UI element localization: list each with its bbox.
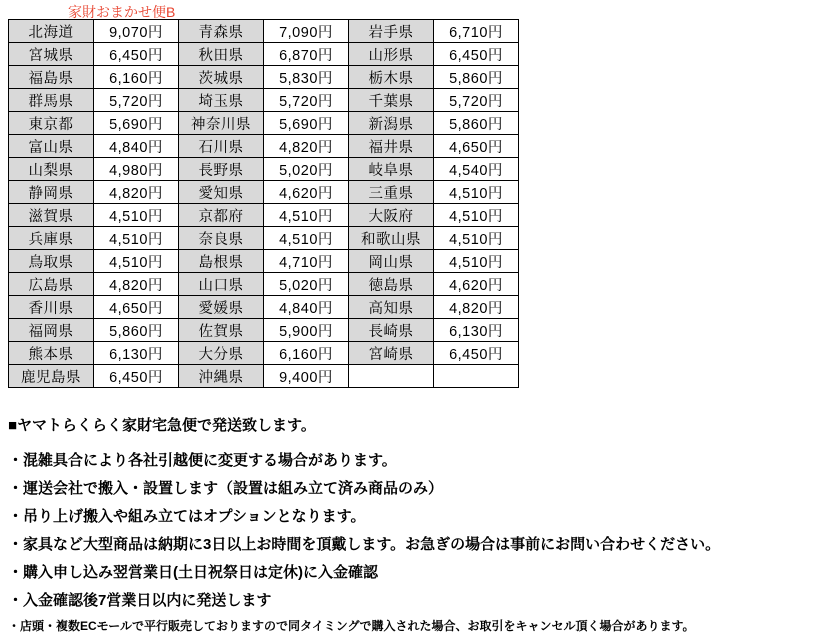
prefecture-cell: 大阪府 — [349, 204, 434, 227]
prefecture-cell: 青森県 — [179, 20, 264, 43]
table-row — [9, 158, 519, 181]
price-cell: 4,820円 — [434, 296, 519, 319]
notes-section — [8, 414, 808, 634]
price-cell: 4,820円 — [94, 273, 179, 296]
price-cell: 4,510円 — [434, 250, 519, 273]
table-row — [9, 135, 519, 158]
prefecture-cell: 兵庫県 — [9, 227, 94, 250]
price-cell: 5,900円 — [264, 319, 349, 342]
price-cell: 6,450円 — [434, 43, 519, 66]
prefecture-cell: 山口県 — [179, 273, 264, 296]
price-cell: 9,400円 — [264, 365, 349, 388]
page-title: 家財おまかせ便B — [68, 4, 176, 20]
price-cell: 4,510円 — [94, 250, 179, 273]
prefecture-cell: 宮城県 — [9, 43, 94, 66]
empty-cell — [434, 365, 519, 388]
table-row — [9, 365, 519, 388]
prefecture-cell: 広島県 — [9, 273, 94, 296]
prefecture-cell: 香川県 — [9, 296, 94, 319]
prefecture-cell: 福島県 — [9, 66, 94, 89]
price-cell: 6,870円 — [264, 43, 349, 66]
price-cell: 4,840円 — [94, 135, 179, 158]
prefecture-cell: 山梨県 — [9, 158, 94, 181]
prefecture-cell: 熊本県 — [9, 342, 94, 365]
price-cell: 6,450円 — [94, 365, 179, 388]
table-row — [9, 227, 519, 250]
prefecture-cell: 岩手県 — [349, 20, 434, 43]
table-row — [9, 66, 519, 89]
prefecture-cell: 静岡県 — [9, 181, 94, 204]
price-cell: 5,860円 — [94, 319, 179, 342]
prefecture-cell: 茨城県 — [179, 66, 264, 89]
prefecture-cell: 石川県 — [179, 135, 264, 158]
prefecture-cell: 島根県 — [179, 250, 264, 273]
prefecture-cell: 岐阜県 — [349, 158, 434, 181]
price-cell: 5,690円 — [94, 112, 179, 135]
empty-cell — [349, 365, 434, 388]
prefecture-cell: 徳島県 — [349, 273, 434, 296]
price-cell: 4,510円 — [94, 227, 179, 250]
price-cell: 6,710円 — [434, 20, 519, 43]
price-cell: 4,710円 — [264, 250, 349, 273]
prefecture-cell: 鹿児島県 — [9, 365, 94, 388]
price-cell: 4,510円 — [264, 204, 349, 227]
prefecture-cell: 埼玉県 — [179, 89, 264, 112]
table-row — [9, 342, 519, 365]
table-row — [9, 112, 519, 135]
notes-heading: ■ヤマトらくらく家財宅急便で発送致します。 — [8, 417, 316, 434]
note-item: ・混雑具合により各社引越便に変更する場合があります。 — [8, 452, 397, 469]
price-cell: 6,160円 — [94, 66, 179, 89]
prefecture-cell: 滋賀県 — [9, 204, 94, 227]
table-row — [9, 273, 519, 296]
price-cell: 5,860円 — [434, 66, 519, 89]
price-cell: 4,840円 — [264, 296, 349, 319]
price-cell: 4,820円 — [94, 181, 179, 204]
price-cell: 5,720円 — [264, 89, 349, 112]
note-item: ・運送会社で搬入・設置します（設置は組み立て済み商品のみ） — [8, 480, 444, 497]
prefecture-cell: 佐賀県 — [179, 319, 264, 342]
price-cell: 6,160円 — [264, 342, 349, 365]
price-cell: 4,620円 — [434, 273, 519, 296]
prefecture-cell: 沖縄県 — [179, 365, 264, 388]
prefecture-cell: 神奈川県 — [179, 112, 264, 135]
prefecture-cell: 岡山県 — [349, 250, 434, 273]
price-cell: 4,820円 — [264, 135, 349, 158]
prefecture-cell: 山形県 — [349, 43, 434, 66]
price-cell: 5,720円 — [434, 89, 519, 112]
prefecture-cell: 福井県 — [349, 135, 434, 158]
price-cell: 4,510円 — [434, 181, 519, 204]
prefecture-cell: 愛媛県 — [179, 296, 264, 319]
price-cell: 4,540円 — [434, 158, 519, 181]
price-cell: 5,690円 — [264, 112, 349, 135]
prefecture-cell: 新潟県 — [349, 112, 434, 135]
table-row — [9, 181, 519, 204]
price-cell: 4,650円 — [94, 296, 179, 319]
table-body — [9, 20, 519, 388]
price-cell: 4,650円 — [434, 135, 519, 158]
prefecture-cell: 長崎県 — [349, 319, 434, 342]
table-row — [9, 319, 519, 342]
price-cell: 5,720円 — [94, 89, 179, 112]
prefecture-cell: 東京都 — [9, 112, 94, 135]
table-row — [9, 89, 519, 112]
table-row — [9, 20, 519, 43]
prefecture-cell: 高知県 — [349, 296, 434, 319]
prefecture-cell: 群馬県 — [9, 89, 94, 112]
price-cell: 5,020円 — [264, 158, 349, 181]
prefecture-cell: 千葉県 — [349, 89, 434, 112]
note-item: ・家具など大型商品は納期に3日以上お時間を頂戴します。お急ぎの場合は事前にお問い合わせください。 — [8, 536, 721, 553]
price-cell: 5,020円 — [264, 273, 349, 296]
note-item: ・購入申し込み翌営業日(土日祝祭日は定休)に入金確認 — [8, 564, 378, 581]
note-item: ・吊り上げ搬入や組み立てはオプションとなります。 — [8, 508, 366, 525]
price-cell: 7,090円 — [264, 20, 349, 43]
prefecture-cell: 京都府 — [179, 204, 264, 227]
note-item: ・入金確認後7営業日以内に発送します — [8, 592, 272, 609]
price-cell: 5,860円 — [434, 112, 519, 135]
table-row — [9, 204, 519, 227]
price-cell: 5,830円 — [264, 66, 349, 89]
note-fine-print: ・店頭・複数ECモールで平行販売しておりますので同タイミングで購入された場合、お取引をキャンセル頂く場合があります。 — [8, 619, 695, 633]
price-cell: 4,510円 — [434, 227, 519, 250]
prefecture-cell: 北海道 — [9, 20, 94, 43]
prefecture-cell: 奈良県 — [179, 227, 264, 250]
prefecture-cell: 宮崎県 — [349, 342, 434, 365]
price-cell: 4,620円 — [264, 181, 349, 204]
price-cell: 6,450円 — [434, 342, 519, 365]
prefecture-cell: 和歌山県 — [349, 227, 434, 250]
price-cell: 6,450円 — [94, 43, 179, 66]
price-cell: 4,510円 — [264, 227, 349, 250]
price-cell: 4,510円 — [94, 204, 179, 227]
prefecture-cell: 鳥取県 — [9, 250, 94, 273]
price-cell: 4,510円 — [434, 204, 519, 227]
prefecture-cell: 愛知県 — [179, 181, 264, 204]
price-cell: 6,130円 — [94, 342, 179, 365]
prefecture-cell: 三重県 — [349, 181, 434, 204]
shipping-fee-table — [8, 19, 519, 388]
table-row — [9, 296, 519, 319]
price-cell: 4,980円 — [94, 158, 179, 181]
prefecture-cell: 大分県 — [179, 342, 264, 365]
prefecture-cell: 福岡県 — [9, 319, 94, 342]
prefecture-cell: 秋田県 — [179, 43, 264, 66]
prefecture-cell: 富山県 — [9, 135, 94, 158]
price-cell: 6,130円 — [434, 319, 519, 342]
prefecture-cell: 栃木県 — [349, 66, 434, 89]
table-row — [9, 250, 519, 273]
price-cell: 9,070円 — [94, 20, 179, 43]
prefecture-cell: 長野県 — [179, 158, 264, 181]
table-row — [9, 43, 519, 66]
